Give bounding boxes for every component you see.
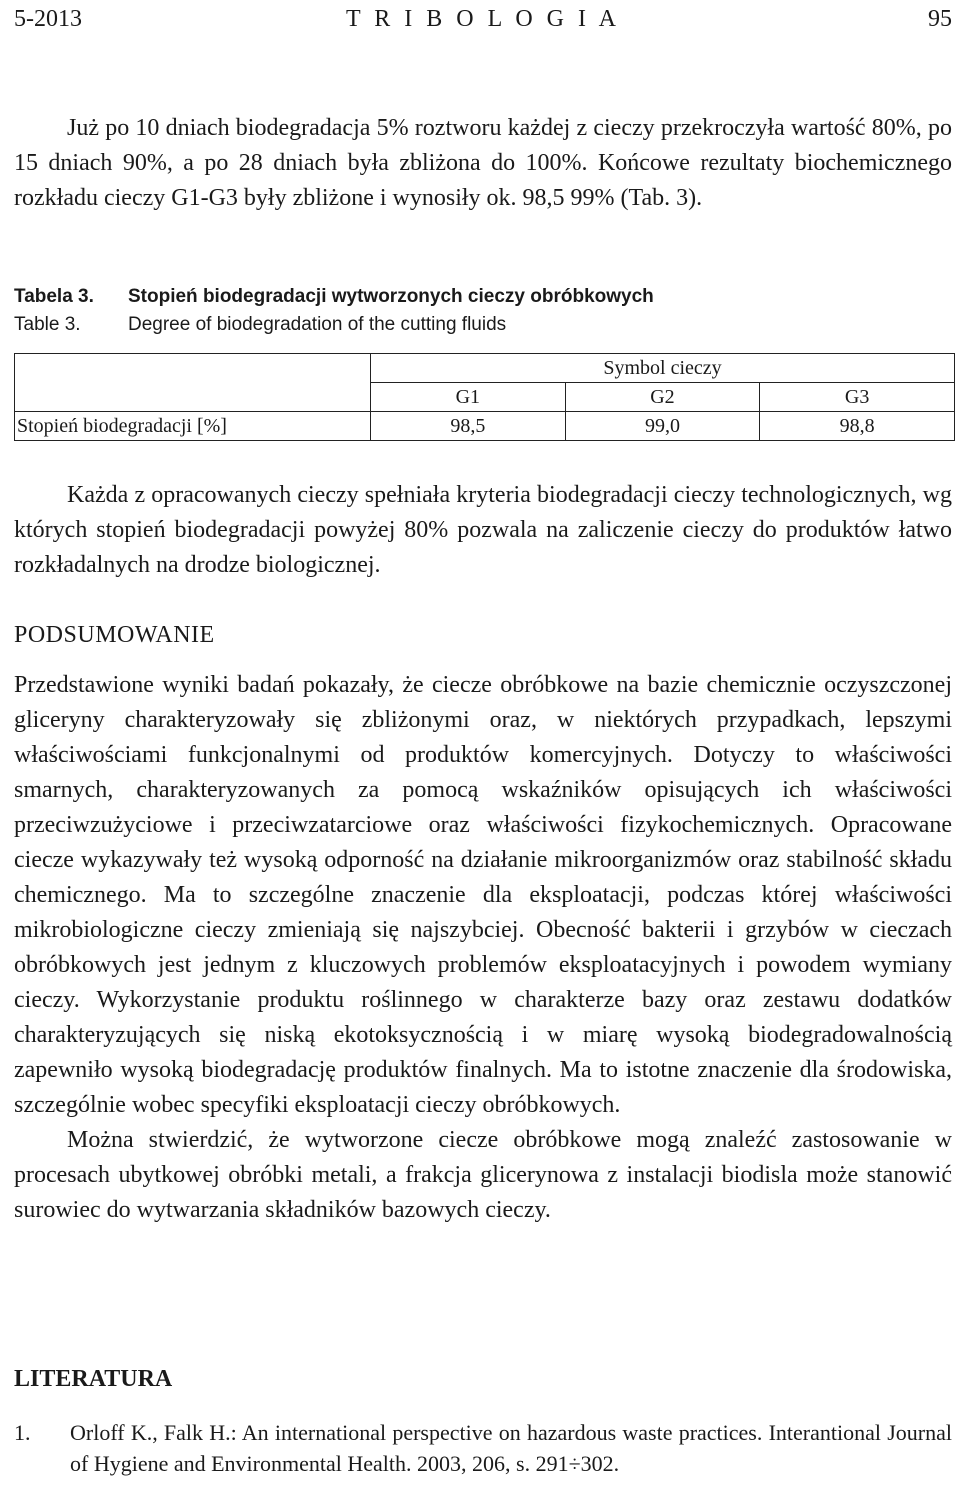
- reference-text: Orloff K., Falk H.: An international perspective on hazardous waste practices. Interantional Journal of Hygiene and Environmental Health. 2003, 206, s. 291÷302.: [70, 1420, 952, 1476]
- reference-item: [14, 1417, 952, 1479]
- table-caption-pl-text: Stopień biodegradacji wytworzonych cieczy obróbkowych: [128, 286, 654, 307]
- literature-heading: LITERATURA: [14, 1366, 173, 1392]
- intro-paragraph: Już po 10 dniach biodegradacja 5% roztworu każdej z cieczy przekroczyła wartość 80%, po 15 dniach 90%, a po 28 dniach była zbliżona do 100%. Końcowe rezultaty biochemicznego rozkładu cieczy G1-G3 były zbliżone i wynosiły ok. 98,5 99% (Tab. 3).: [14, 115, 952, 211]
- biodegradation-table: [14, 353, 955, 441]
- table-header-row: [15, 354, 955, 383]
- table-column-header: G2: [565, 383, 760, 412]
- table-caption-pl-label: Tabela 3.: [14, 286, 94, 307]
- summary-heading: PODSUMOWANIE: [14, 622, 215, 648]
- table-row-label: Stopień biodegradacji [%]: [15, 412, 371, 441]
- table-row: [15, 412, 955, 441]
- page-number: 95: [928, 6, 952, 32]
- table-cell: 98,5: [371, 412, 566, 441]
- summary-paragraph: Można stwierdzić, że wytworzone ciecze obróbkowe mogą znaleźć zastosowanie w procesach ubytkowej obróbki metali, a frakcja glicerynowa z instalacji biodisla może stanowić surowiec do wytwarzania składników bazowych cieczy.: [14, 1127, 952, 1223]
- table-column-header: G1: [371, 383, 566, 412]
- table-column-header: G3: [760, 383, 955, 412]
- journal-title: T R I B O L O G I A: [346, 6, 620, 32]
- summary-section: [14, 668, 952, 1228]
- table-group-header: Symbol cieczy: [371, 354, 955, 383]
- issue-number: 5-2013: [14, 6, 82, 32]
- paragraph-after-table: Każda z opracowanych cieczy spełniała kryteria biodegradacji cieczy technologicznych, wg których stopień biodegradacji powyżej 80% pozwala na zaliczenie cieczy do produktów łatwo rozkładalnych na drodze biologicznej.: [14, 482, 952, 578]
- table-cell: 98,8: [760, 412, 955, 441]
- table-cell: 99,0: [565, 412, 760, 441]
- table-corner-cell: [15, 354, 371, 412]
- table-caption-en-label: Table 3.: [14, 314, 81, 335]
- table-caption-en-text: Degree of biodegradation of the cutting fluids: [128, 314, 507, 335]
- reference-number: 1.: [14, 1420, 31, 1445]
- summary-paragraph: Przedstawione wyniki badań pokazały, że ciecze obróbkowe na bazie chemicznie oczyszczonej gliceryny charakteryzowały się zbliżonymi oraz, w niektórych przypadkach, lepszymi właściwościami funkcjonalnymi od produktów komercyjnych. Dotyczy to właściwości smarnych, charakteryzowanych za pomocą wskaźników opisujących ich właściwości przeciwzużyciowe i przeciwzatarciowe oraz właściwości fizykochemicznych. Opracowane ciecze wykazywały też wysoką odporność na działanie mikroorganizmów oraz stabilność składu chemicznego. Ma to szczególne znaczenie dla eksploatacji, podczas której właściwości mikrobiologiczne cieczy zmieniają się najszybciej. Obecność bakterii i grzybów w cieczach obróbkowych jest jednym z kluczowych problemów eksploatacyjnych i powodem wymiany cieczy. Wykorzystanie produktu roślinnego w charakterze bazy oraz zestawu dodatków charakteryzujących się niską ekotoksycznością i w miarę wysoką biodegradowalnością zapewniło wysoką biodegradację produktów finalnych. Ma to istotne znaczenie dla środowiska, szczególnie wobec specyfiki eksploatacji cieczy obróbkowych.: [14, 672, 952, 1118]
- running-header: [14, 2, 952, 36]
